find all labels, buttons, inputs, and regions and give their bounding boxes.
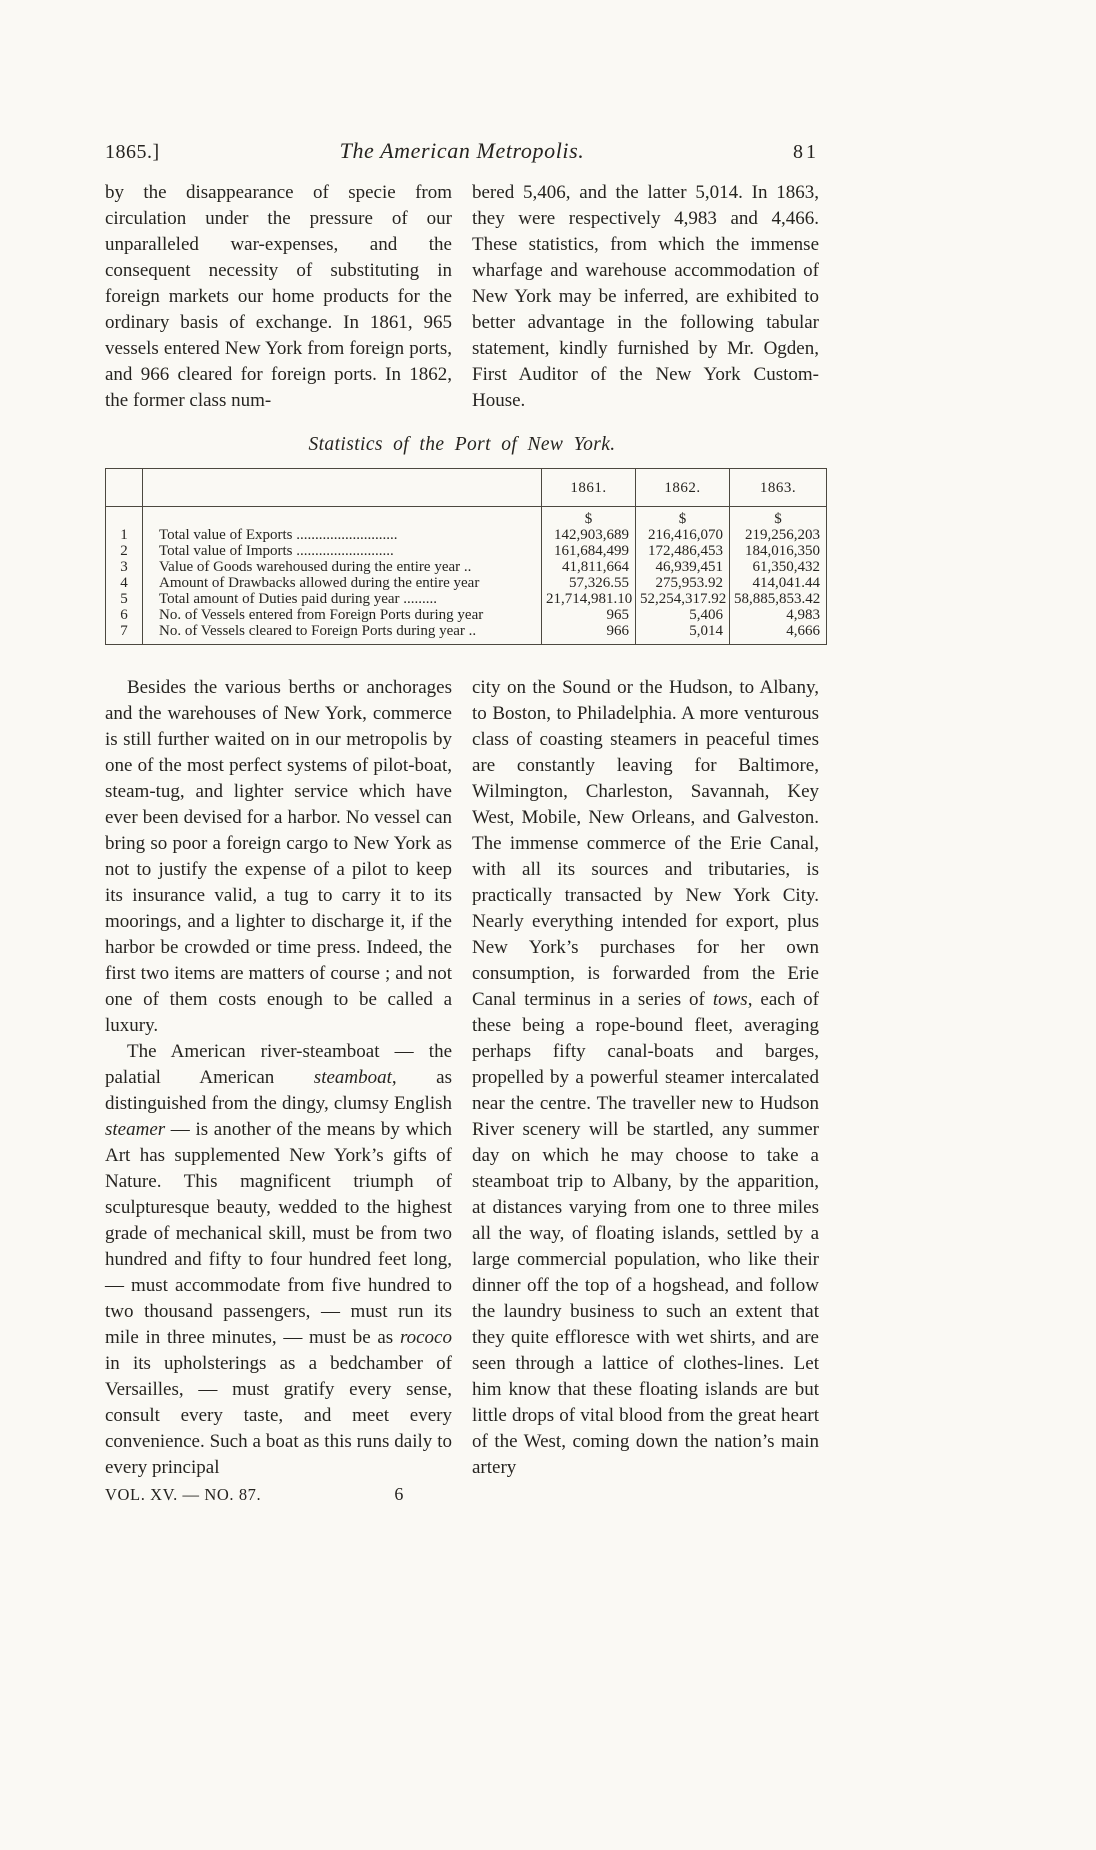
table-cell: 966 bbox=[542, 623, 636, 645]
table-cell: 184,016,350 bbox=[730, 543, 827, 559]
table-cell: 219,256,203 bbox=[730, 527, 827, 543]
dollar-sign: $ bbox=[730, 507, 827, 528]
table-cell: 5,406 bbox=[636, 607, 730, 623]
page-number: 81 bbox=[793, 141, 819, 163]
table-cell: 4,983 bbox=[730, 607, 827, 623]
header-cell-1861: 1861. bbox=[542, 469, 636, 507]
table-cell: 142,903,689 bbox=[542, 527, 636, 543]
row-label: Total value of Imports .......................... bbox=[143, 543, 542, 559]
row-number: 4 bbox=[120, 575, 128, 591]
table-cell bbox=[106, 507, 143, 528]
table-row bbox=[106, 527, 827, 543]
table-header bbox=[106, 469, 827, 507]
table-cell: 41,811,664 bbox=[542, 559, 636, 575]
table-header-row bbox=[106, 469, 827, 507]
header-cell-empty bbox=[106, 469, 143, 507]
table-row bbox=[106, 607, 827, 623]
table-cell: 216,416,070 bbox=[636, 527, 730, 543]
running-head-year: 1865.] bbox=[105, 141, 160, 163]
page-content bbox=[105, 138, 819, 1505]
row-number: 7 bbox=[120, 623, 128, 639]
signature-number: 6 bbox=[394, 1484, 404, 1504]
row-label: No. of Vessels cleared to Foreign Ports during year .. bbox=[143, 623, 542, 645]
intro-right-paragraph: bered 5,406, and the latter 5,014. In 1863, they were respectively 4,983 and 4,466. These statistics, from which the immense wharfage and warehouse accommodation of New York may be inferred, are exhibited to better advantage in the following tabular statement, kindly furnished by Mr. Ogden, First Auditor of the New York Custom-House. bbox=[472, 182, 819, 411]
body-paragraph: The American river-steamboat — the palatial American steamboat, as distinguished from the dingy, clumsy English steamer — is another of the means by which Art has supplemented New York’s gifts of Nature. This magnificent triumph of sculpturesque beauty, wedded to the highest grade of mechanical skill, must be from two hundred and fifty to four hundred feet long, — must accommodate from five hundred to two thousand passengers, — must run its mile in three minutes, — must be as rococo in its upholsterings as a bedchamber of Versailles, — must gratify every sense, consult every taste, and meet every convenience. Such a boat as this runs daily to every principal bbox=[105, 1041, 452, 1478]
table-row bbox=[106, 543, 827, 559]
row-label: Total value of Exports ........................... bbox=[143, 527, 542, 543]
header-cell-1863: 1863. bbox=[730, 469, 827, 507]
table-cell: 61,350,432 bbox=[730, 559, 827, 575]
table-cell: 21,714,981.10 bbox=[542, 591, 636, 607]
body-columns bbox=[105, 675, 819, 1505]
table-cell: 275,953.92 bbox=[636, 575, 730, 591]
intro-columns bbox=[105, 180, 819, 414]
intro-left-paragraph: by the disappearance of specie from circulation under the pressure of our unparalleled war-expenses, and the consequent necessity of substituting in foreign markets our home products for the ordinary basis of exchange. In 1861, 965 vessels entered New York from foreign ports, and 966 cleared for foreign ports. In 1862, the former class num- bbox=[105, 182, 452, 411]
row-label: Amount of Drawbacks allowed during the entire year bbox=[143, 575, 542, 591]
row-label: Value of Goods warehoused during the entire year .. bbox=[143, 559, 542, 575]
body-right-column bbox=[472, 675, 819, 1505]
body-paragraph: city on the Sound or the Hudson, to Albany, to Boston, to Philadelphia. A more venturous class of coasting steamers in peaceful times are constantly leaving for Baltimore, Wilmington, Charleston, Savannah, Key West, Mobile, New Orleans, and Galveston. The immense commerce of the Erie Canal, with all its sources and tributaries, is practically transacted by New York City. Nearly everything intended for export, plus New York’s purchases for her own consumption, is forwarded from the Erie Canal terminus in a series of tows, each of these being a rope-bound fleet, averaging perhaps fifty canal-boats and barges, propelled by a powerful steamer intercalated near the centre. The traveller new to Hudson River scenery will be startled, any summer day on which he may choose to take a steamboat trip to Albany, by the apparition, at distances varying from one to three miles all the way, of floating islands, settled by a large commercial population, who like their dinner off the top of a hogshead, and follow the laundry business to such an extent that they quite effloresce with wet shirts, and are seen through a lattice of clothes-lines. Let him know that these floating islands are but little drops of vital blood from the great heart of the West, coming down the nation’s main artery bbox=[472, 677, 819, 1478]
body-paragraph: Besides the various berths or anchorages and the warehouses of New York, commerce is still further waited on in our metropolis by one of the most perfect systems of pilot-boat, steam-tug, and lighter service which have ever been devised for a harbor. No vessel can bring so poor a foreign cargo to New York as not to justify the expense of a pilot to keep its insurance valid, a tug to carry it to its moorings, and a lighter to discharge it, if the harbor be crowded or time press. Indeed, the first two items are matters of course ; and not one of them costs enough to be called a luxury. bbox=[105, 677, 452, 1036]
table-cell: 965 bbox=[542, 607, 636, 623]
table-cell: 5,014 bbox=[636, 623, 730, 645]
row-number: 6 bbox=[120, 607, 128, 623]
running-head-title: The American Metropolis. bbox=[339, 138, 585, 163]
table-row bbox=[106, 575, 827, 591]
page-footer bbox=[105, 1484, 452, 1505]
table-caption: Statistics of the Port of New York. bbox=[308, 434, 616, 455]
table-cell bbox=[143, 507, 542, 528]
row-number: 5 bbox=[120, 591, 128, 607]
table-cell: 58,885,853.42 bbox=[730, 591, 827, 607]
row-label: No. of Vessels entered from Foreign Ports during year bbox=[143, 607, 542, 623]
body-left-column bbox=[105, 675, 452, 1505]
dollar-row bbox=[106, 507, 827, 528]
table-body bbox=[106, 507, 827, 645]
dollar-sign: $ bbox=[542, 507, 636, 528]
table-cell: 172,486,453 bbox=[636, 543, 730, 559]
row-label: Total amount of Duties paid during year ......... bbox=[143, 591, 542, 607]
table-cell: 161,684,499 bbox=[542, 543, 636, 559]
table-row bbox=[106, 623, 827, 645]
row-number: 1 bbox=[120, 527, 128, 543]
row-number: 2 bbox=[120, 543, 128, 559]
running-head bbox=[105, 138, 819, 164]
table-cell: 414,041.44 bbox=[730, 575, 827, 591]
volume-label: VOL. XV. — NO. 87. bbox=[105, 1485, 262, 1504]
table-cell: 46,939,451 bbox=[636, 559, 730, 575]
statistics-table bbox=[105, 468, 827, 645]
header-cell-empty bbox=[143, 469, 542, 507]
table-cell: 52,254,317.92 bbox=[636, 591, 730, 607]
intro-left-column bbox=[105, 180, 452, 414]
table-cell: 4,666 bbox=[730, 623, 827, 645]
intro-right-column bbox=[472, 180, 819, 414]
dollar-sign: $ bbox=[636, 507, 730, 528]
row-number: 3 bbox=[120, 559, 128, 575]
header-cell-1862: 1862. bbox=[636, 469, 730, 507]
table-row bbox=[106, 591, 827, 607]
table-cell: 57,326.55 bbox=[542, 575, 636, 591]
table-row bbox=[106, 559, 827, 575]
